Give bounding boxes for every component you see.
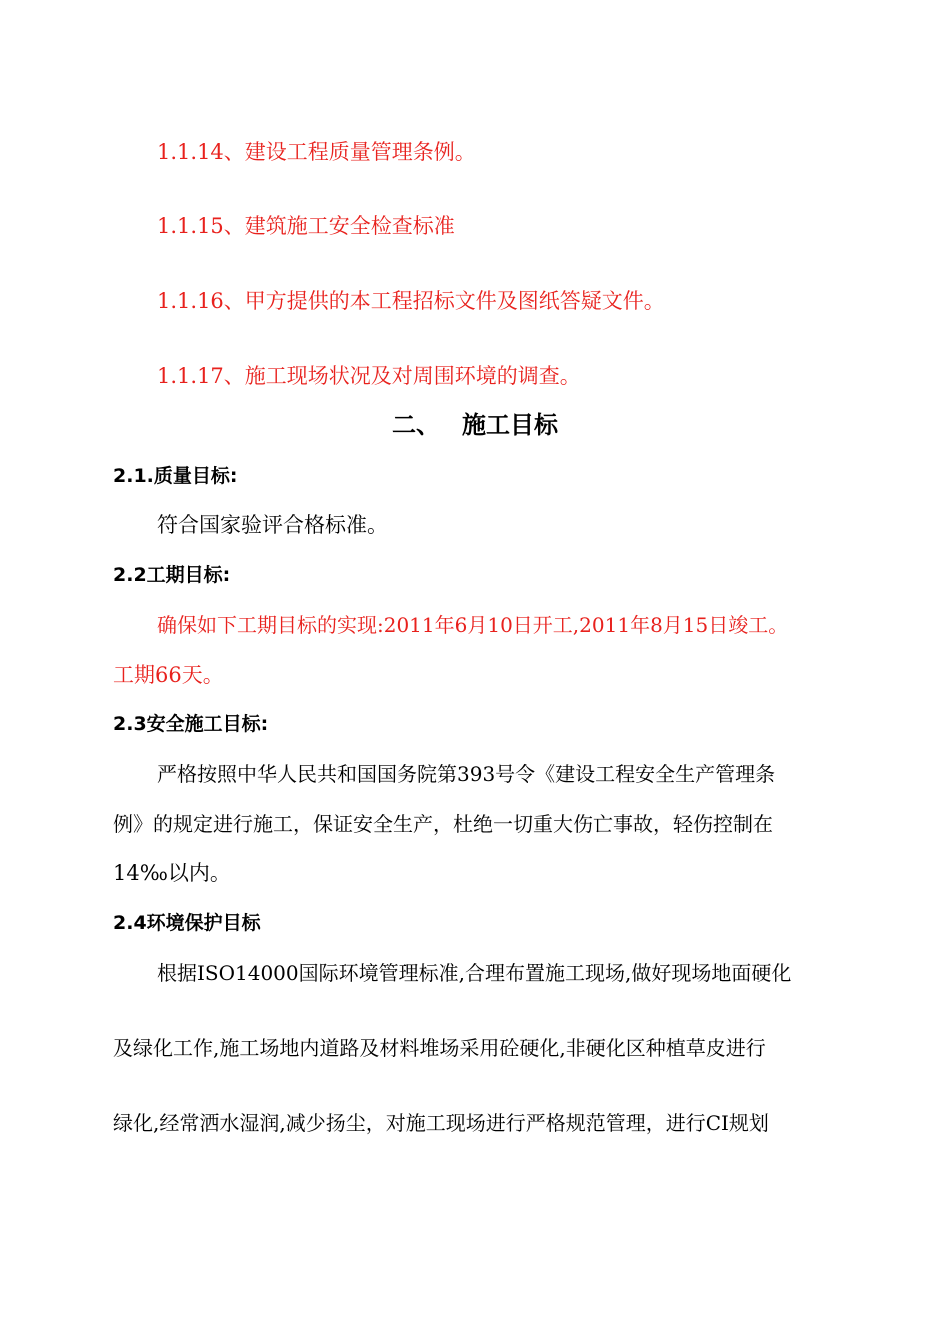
environment-text-line-3: 绿化,经常洒水湿润,减少扬尘，对施工现场进行严格规范管理，进行CI规划 [113, 1111, 769, 1135]
safety-text-line-1: 严格按照中华人民共和国国务院第393号令《建设工程安全生产管理条 [157, 762, 776, 786]
environment-text-line-2: 及绿化工作,施工场地内道路及材料堆场采用砼硬化,非硬化区种植草皮进行 [113, 1036, 766, 1060]
reference-item-14: 1.1.14、建设工程质量管理条例。 [157, 140, 476, 164]
environment-text-line-1: 根据ISO14000国际环境管理标准,合理布置施工现场,做好现场地面硬化 [157, 961, 792, 985]
section-title: 施工目标 [462, 411, 558, 439]
environment-heading: 2.4环境保护目标 [113, 912, 261, 934]
section-heading [0, 410, 950, 440]
safety-text-line-2: 例》的规定进行施工，保证安全生产，杜绝一切重大伤亡事故，轻伤控制在 [113, 812, 773, 836]
schedule-heading: 2.2工期目标: [113, 564, 231, 586]
section-number: 二、 [392, 411, 440, 439]
schedule-text-line-2: 工期66天。 [113, 663, 224, 687]
quality-text: 符合国家验评合格标准。 [157, 513, 388, 537]
reference-item-17: 1.1.17、施工现场状况及对周围环境的调查。 [157, 364, 581, 388]
reference-item-15: 1.1.15、建筑施工安全检查标准 [157, 214, 455, 238]
reference-item-16: 1.1.16、甲方提供的本工程招标文件及图纸答疑文件。 [157, 289, 665, 313]
schedule-text-line-1: 确保如下工期目标的实现:2011年6月10日开工,2011年8月15日竣工。 [157, 613, 789, 637]
safety-heading: 2.3安全施工目标: [113, 713, 269, 735]
quality-heading: 2.1.质量目标: [113, 465, 238, 487]
safety-text-line-3: 14‰以内。 [113, 861, 231, 885]
